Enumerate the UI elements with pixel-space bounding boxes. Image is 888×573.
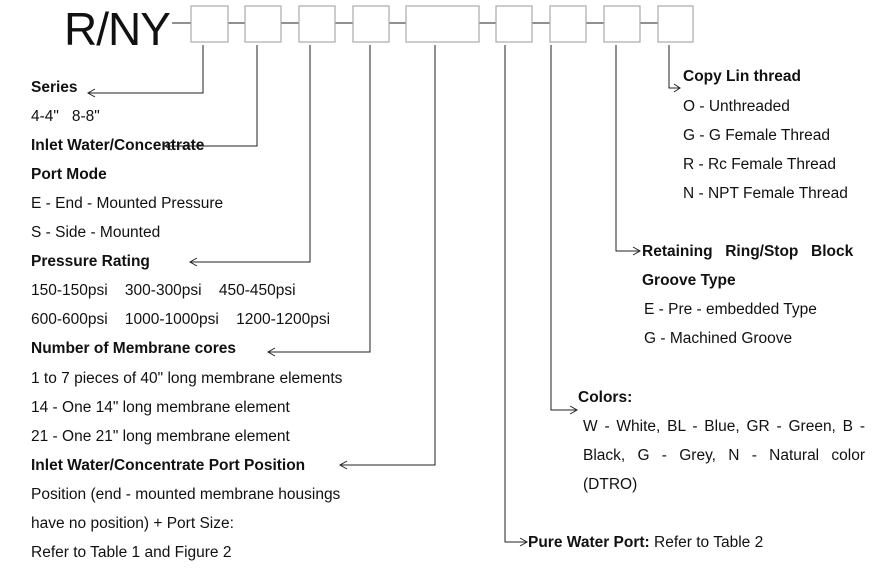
code-box-membrane — [353, 6, 389, 42]
retaining-option: E - Pre - embedded Type — [644, 301, 817, 318]
thread-heading: Copy Lin thread — [683, 68, 801, 85]
pure-water-heading: Pure Water Port: — [528, 534, 650, 551]
thread-option: O - Unthreaded — [683, 98, 790, 115]
colors-heading: Colors: — [578, 389, 633, 406]
port-mode-heading: Inlet Water/Concentrate — [31, 137, 205, 154]
thread-option: G - G Female Thread — [683, 127, 831, 144]
code-box-port-mode — [245, 6, 281, 42]
port-mode-option: S - Side - Mounted — [31, 224, 161, 241]
port-mode-heading-2: Port Mode — [31, 166, 107, 183]
retaining-option: G - Machined Groove — [644, 330, 793, 347]
membrane-heading: Number of Membrane cores — [31, 340, 236, 357]
code-box-port-position — [406, 6, 479, 42]
port-position-line: Refer to Table 1 and Figure 2 — [31, 544, 232, 561]
code-box-pressure — [299, 6, 335, 42]
colors-line: W - White, BL - Blue, GR - Green, B - — [583, 418, 865, 435]
code-box-thread — [658, 6, 693, 42]
thread-option: N - NPT Female Thread — [683, 185, 848, 202]
port-position-line: Position (end - mounted membrane housings — [31, 486, 341, 503]
series-values: 4-4" 8-8" — [31, 108, 100, 125]
membrane-option: 21 - One 21" long membrane element — [31, 428, 290, 445]
membrane-option: 1 to 7 pieces of 40" long membrane elements — [31, 370, 343, 387]
membrane-option: 14 - One 14" long membrane element — [31, 399, 290, 416]
port-position-line: have no position) + Port Size: — [31, 515, 234, 532]
pressure-row: 150-150psi 300-300psi 450-450psi — [31, 282, 296, 299]
code-box-colors — [550, 6, 586, 42]
pressure-heading: Pressure Rating — [31, 253, 150, 270]
thread-option: R - Rc Female Thread — [683, 156, 837, 173]
port-position-heading: Inlet Water/Concentrate Port Position — [31, 457, 306, 474]
retaining-heading-2: Groove Type — [642, 272, 736, 289]
port-mode-option: E - End - Mounted Pressure — [31, 195, 224, 212]
code-box-series — [191, 6, 228, 42]
colors-line: Black, G - Grey, N - Natural color — [583, 447, 865, 464]
pure-water-port — [528, 534, 763, 552]
pure-water-text: Refer to Table 2 — [649, 534, 764, 551]
code-box-pure-water — [496, 6, 532, 42]
series-heading: Series — [31, 79, 78, 96]
pressure-row: 600-600psi 1000-1000psi 1200-1200psi — [31, 311, 331, 328]
model-prefix: R/NY — [64, 3, 170, 55]
code-box-retaining — [604, 6, 640, 42]
retaining-heading: Retaining Ring/Stop Block — [642, 243, 854, 260]
colors-line: (DTRO) — [583, 476, 638, 493]
